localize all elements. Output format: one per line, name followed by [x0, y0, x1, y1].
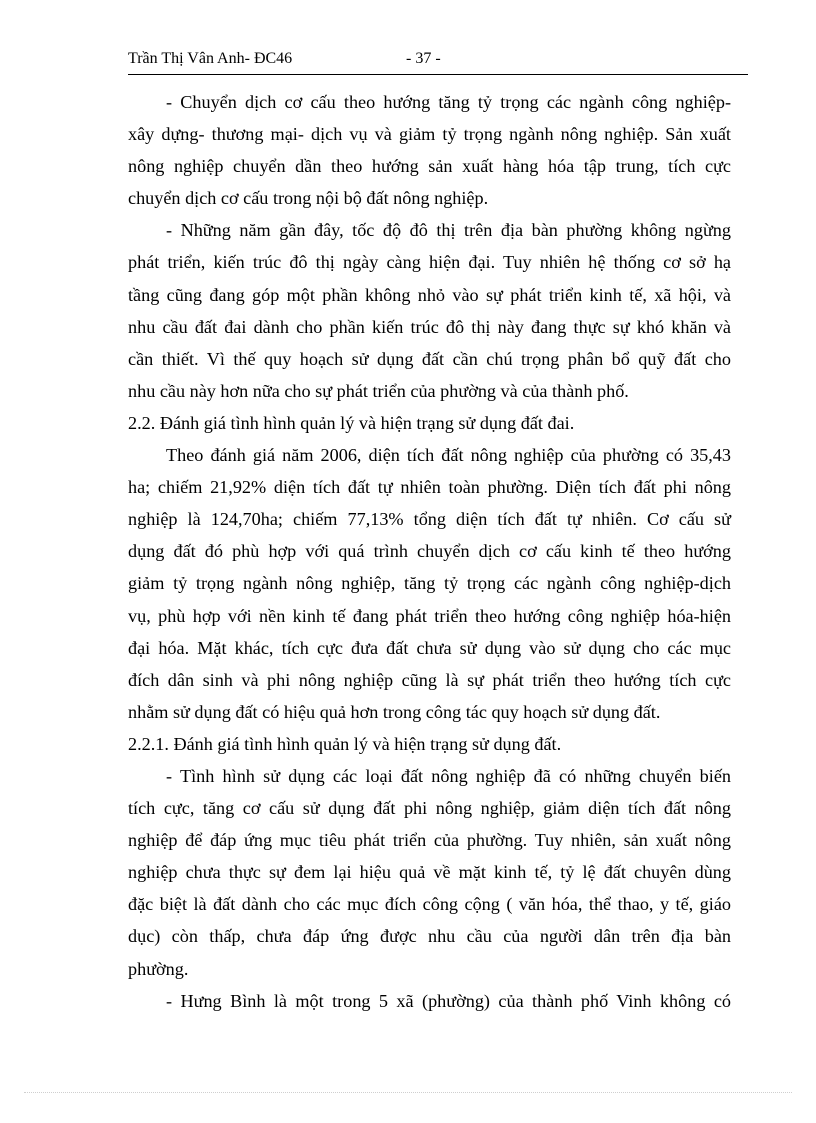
body-text-line: cần thiết. Vì thế quy hoạch sử dụng đất cần chú trọng phân bổ quỹ đất cho [128, 348, 731, 369]
body-text-line: tích cực, tăng cơ cấu sử dụng đất phi nông nghiệp, giảm diện tích đất nông [128, 798, 731, 819]
body-text-line: đại hóa. Mặt khác, tích cực đưa đất chưa sử dụng vào sử dụng cho các mục [128, 637, 731, 658]
body-text-line: ha; chiếm 21,92% diện tích đất tự nhiên toàn phường. Diện tích đất phi nông [128, 477, 731, 498]
body-text-line: 2.2.1. Đánh giá tình hình quản lý và hiện trạng sử dụng đất. [128, 733, 562, 754]
body-text-line: phát triển, kiến trúc đô thị ngày càng hiện đại. Tuy nhiên hệ thống cơ sở hạ [128, 252, 731, 273]
body-text-line: nghiệp là 124,70ha; chiếm 77,13% tổng diện tích đất tự nhiên. Cơ cấu sử [128, 509, 731, 530]
page-header [128, 48, 748, 75]
document-body [128, 86, 731, 1017]
header-author: Trần Thị Vân Anh- ĐC46 [128, 50, 293, 67]
body-text-line: dụng đất đó phù hợp với quá trình chuyển dịch cơ cấu kinh tế theo hướng [128, 541, 731, 562]
body-text-line: dục) còn thấp, chưa đáp ứng được nhu cầu của người dân trên địa bàn [128, 926, 731, 947]
body-text-line: - Những năm gần đây, tốc độ đô thị trên địa bàn phường không ngừng [166, 220, 731, 241]
body-text-line: - Tình hình sử dụng các loại đất nông nghiệp đã có những chuyển biến [166, 765, 731, 786]
body-text-line: nhu cầu này hơn nữa cho sự phát triển của phường và của thành phố. [128, 380, 629, 401]
body-text-line: nghiệp chưa thực sự đem lại hiệu quả về mặt kinh tế, tỷ lệ đất chuyên dùng [128, 862, 731, 883]
body-text-line: nghiệp để đáp ứng mục tiêu phát triển của phường. Tuy nhiên, sản xuất nông [128, 830, 731, 851]
body-text-line: 2.2. Đánh giá tình hình quản lý và hiện trạng sử dụng đất đai. [128, 412, 575, 433]
body-text-line: - Hưng Bình là một trong 5 xã (phường) của thành phố Vinh không có [166, 990, 731, 1011]
page-bottom-rule [24, 1092, 792, 1093]
body-text-line: đích dân sinh và phi nông nghiệp cũng là sự phát triển theo hướng tích cực [128, 669, 731, 690]
body-text-line: xây dựng- thương mại- dịch vụ và giảm tỷ trọng ngành nông nghiệp. Sản xuất [128, 124, 731, 145]
body-text-line: giảm tỷ trọng ngành nông nghiệp, tăng tỷ trọng các ngành công nghiệp-dịch [128, 573, 731, 594]
body-text-line: chuyển dịch cơ cấu trong nội bộ đất nông nghiệp. [128, 188, 489, 209]
body-text-line: vụ, phù hợp với nền kinh tế đang phát triển theo hướng công nghiệp hóa-hiện [128, 605, 731, 626]
body-text-line: đặc biệt là đất dành cho các mục đích công cộng ( văn hóa, thể thao, y tế, giáo [128, 894, 731, 915]
body-text-line: nông nghiệp chuyển dần theo hướng sản xuất hàng hóa tập trung, tích cực [128, 156, 731, 177]
body-text-line: nhằm sử dụng đất có hiệu quả hơn trong công tác quy hoạch sử dụng đất. [128, 701, 661, 722]
body-text-line: tầng cũng đang góp một phần không nhỏ vào sự phát triển kinh tế, xã hội, và [128, 284, 731, 305]
body-text-line: nhu cầu đất đai dành cho phần kiến trúc đô thị này đang thực sự khó khăn và [128, 316, 731, 337]
body-text-line: phường. [128, 958, 189, 979]
header-page-number: - 37 - [406, 50, 441, 67]
body-text-line: Theo đánh giá năm 2006, diện tích đất nông nghiệp của phường có 35,43 [166, 445, 731, 466]
body-text-line: - Chuyển dịch cơ cấu theo hướng tăng tỷ trọng các ngành công nghiệp- [166, 92, 731, 112]
